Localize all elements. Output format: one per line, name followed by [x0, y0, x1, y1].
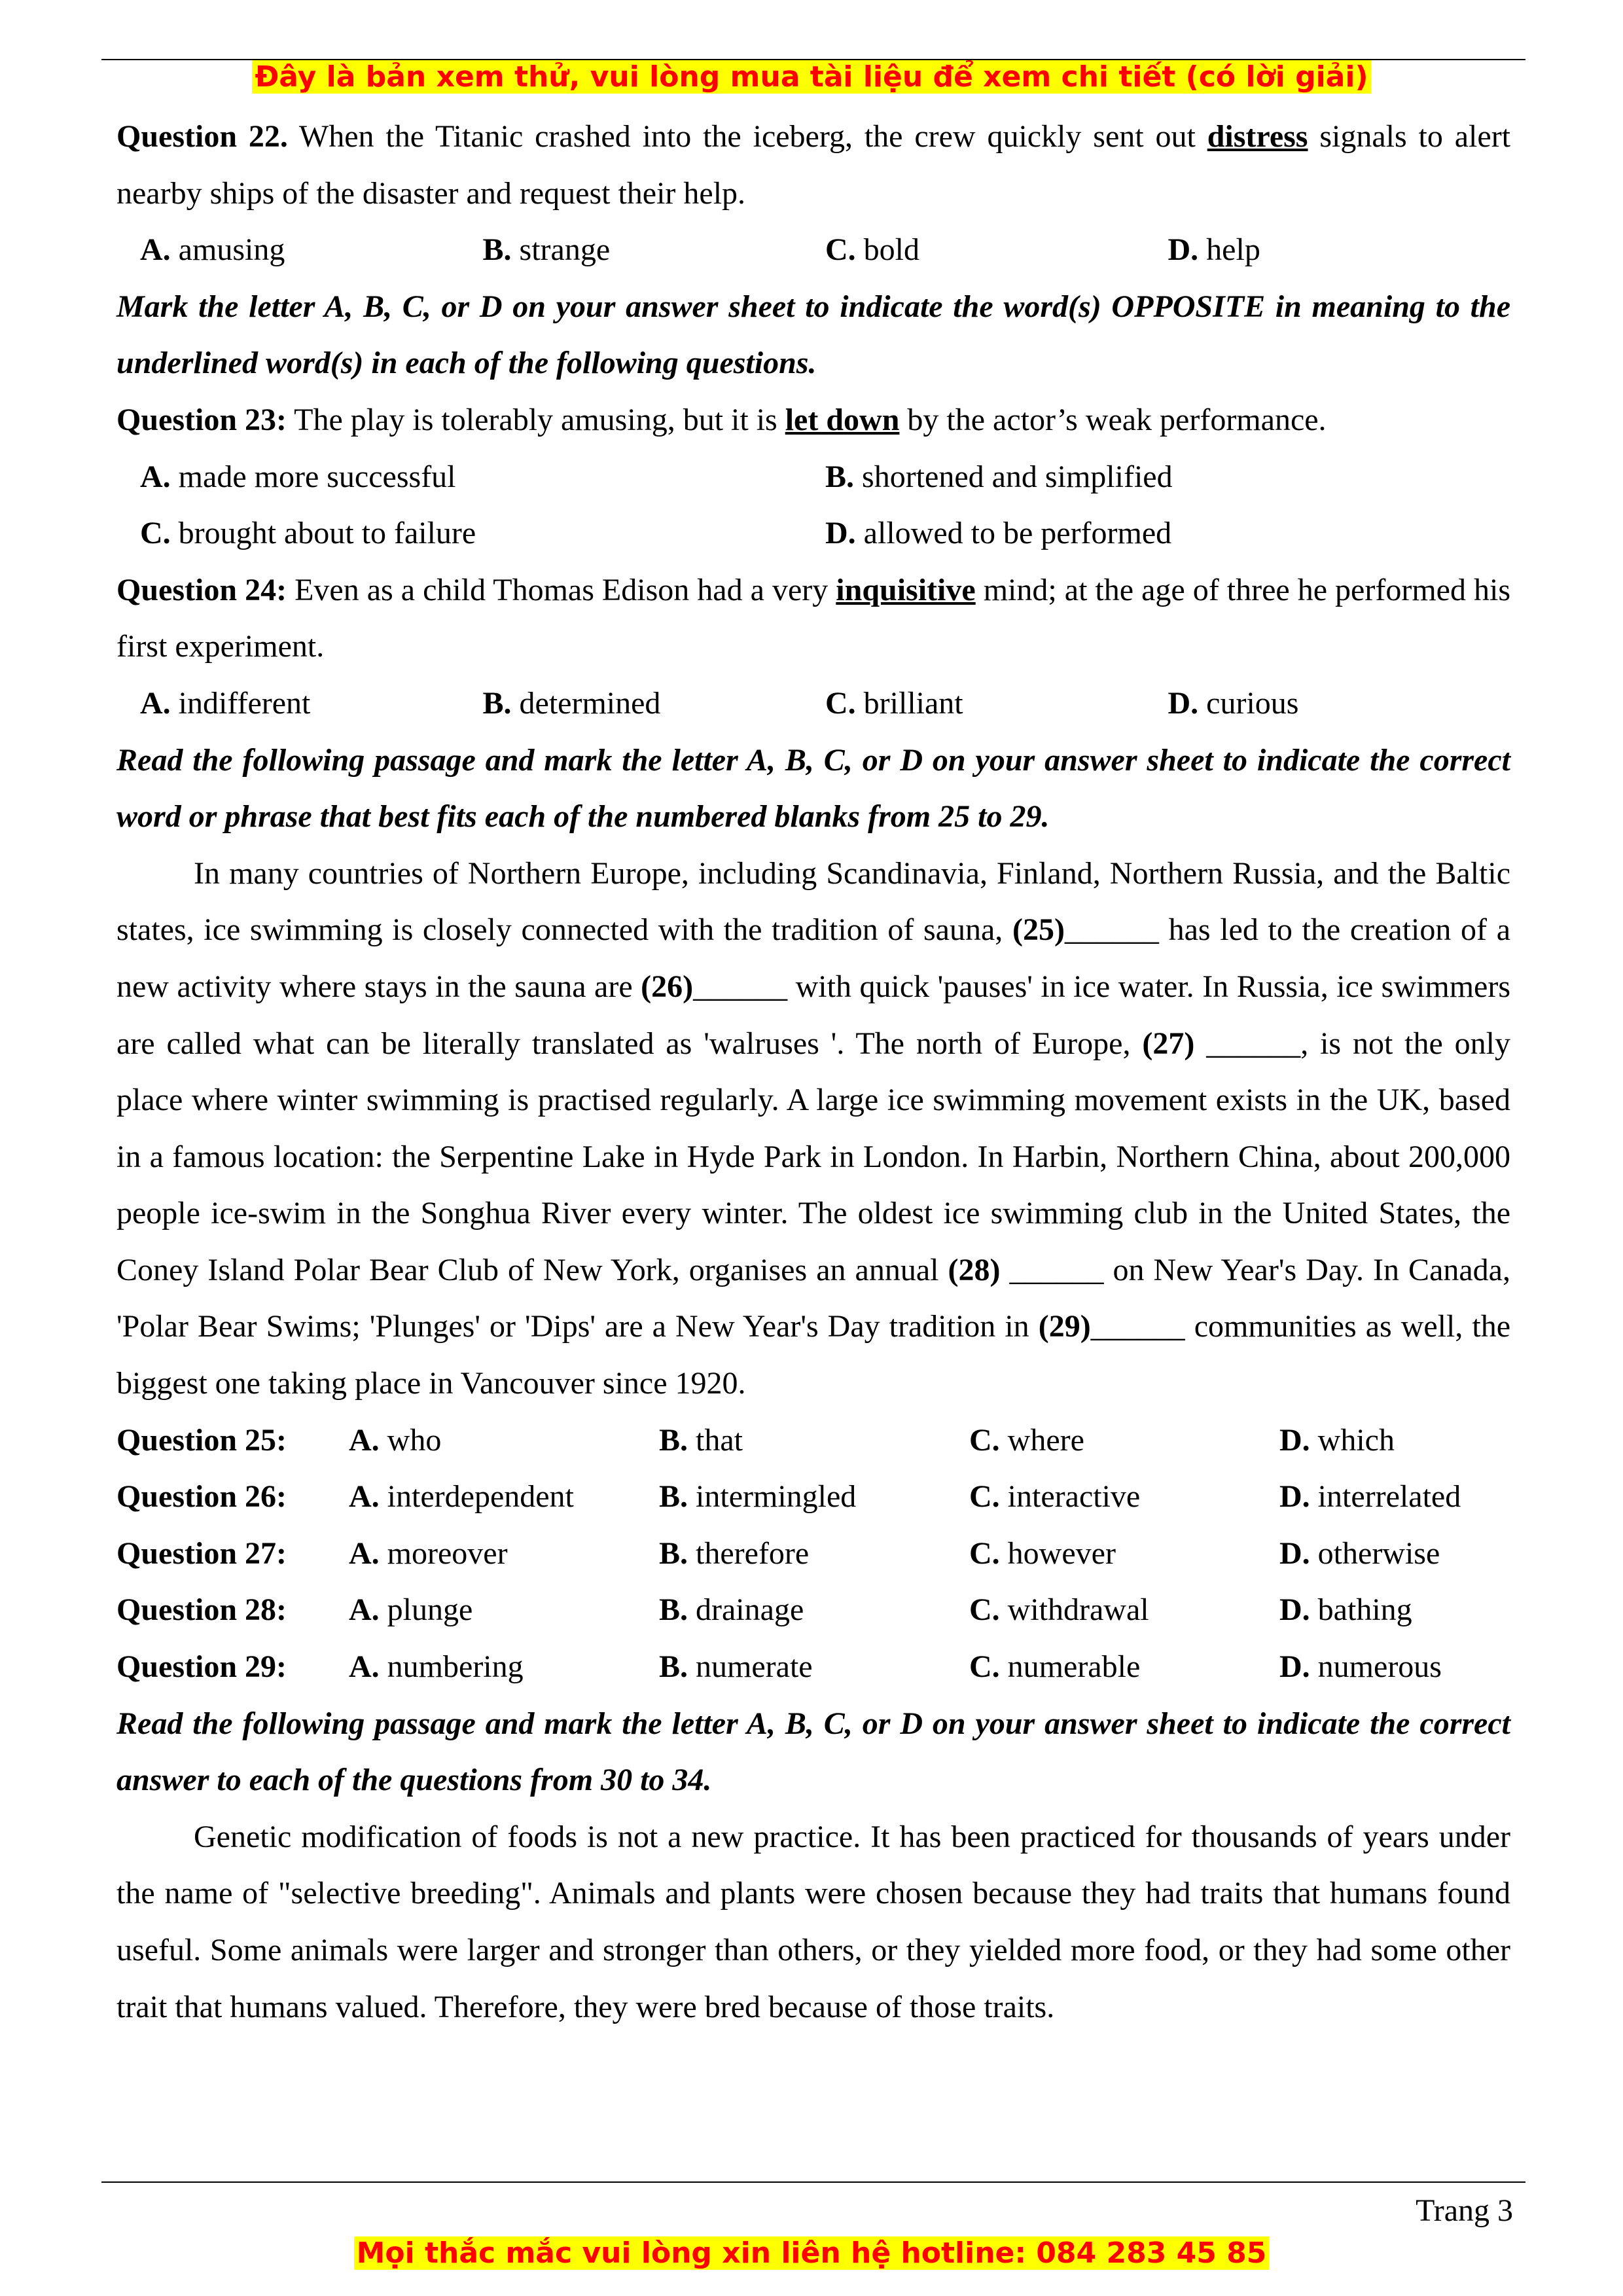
option-b: B. therefore — [659, 1535, 810, 1571]
option-c: C. interactive — [969, 1479, 1141, 1515]
blank-29: (29) — [1038, 1309, 1091, 1344]
option-a: A. who — [349, 1422, 442, 1458]
hotline-banner: Mọi thắc mắc vui lòng xin liên hệ hotline: 084 283 45 85 — [0, 2235, 1623, 2272]
option-c: C. however — [969, 1535, 1116, 1571]
option-a: A. interdependent — [349, 1479, 574, 1515]
question-26-row — [116, 1469, 1510, 1526]
question-label: Question 23: — [116, 402, 287, 437]
option-c: C. numerable — [969, 1649, 1141, 1685]
blank-27: (27) — [1142, 1026, 1195, 1061]
option-b: B. shortened and simplified — [825, 459, 1173, 494]
option-d: D. bathing — [1279, 1592, 1412, 1628]
question-24-options — [116, 675, 1510, 732]
option-c: C. brought about to failure — [140, 516, 476, 551]
question-label: Question 26: — [116, 1479, 287, 1515]
question-23-options-row-1 — [116, 449, 1510, 506]
option-a: A. amusing — [140, 232, 285, 268]
option-a: A. numbering — [349, 1649, 524, 1685]
option-d: D. which — [1279, 1422, 1395, 1458]
option-d: D. curious — [1168, 685, 1299, 721]
option-d: D. allowed to be performed — [825, 516, 1172, 551]
option-b: B. determined — [482, 685, 661, 721]
blank-25: (25) — [1012, 912, 1065, 948]
option-d: D. numerous — [1279, 1649, 1442, 1685]
underlined-word: inquisitive — [836, 572, 976, 607]
option-b: B. drainage — [659, 1592, 804, 1628]
question-25-row — [116, 1412, 1510, 1469]
question-28-row — [116, 1582, 1510, 1639]
instruction-opposite: Mark the letter A, B, C, or D on your answer sheet to indicate the word(s) OPPOSITE in meaning to the underlined word(s) in each of the following questions. — [116, 289, 1510, 381]
blank-28: (28) — [948, 1252, 1001, 1287]
question-label: Question 24: — [116, 572, 287, 607]
option-a: A. indifferent — [140, 685, 311, 721]
page-content — [116, 109, 1510, 2036]
question-27-row — [116, 1526, 1510, 1583]
reading-passage: Genetic modification of foods is not a new practice. It has been practiced for thousands of years under the name of "selective breeding". Animals and plants were chosen because they had traits that humans found useful. Some animals were larger and stronger than others, or they yielded more food, or they had some other trait that humans valued. Therefore, they were bred because of those traits. — [116, 1819, 1510, 2024]
option-c: C. brilliant — [825, 685, 963, 721]
question-label: Question 28: — [116, 1592, 287, 1628]
option-c: C. bold — [825, 232, 920, 268]
question-label: Question 27: — [116, 1535, 287, 1571]
question-24: Question 24: Even as a child Thomas Edison had a very inquisitive mind; at the age of three he performed his first experiment. — [116, 572, 1511, 664]
question-22: Question 22. When the Titanic crashed into the iceberg, the crew quickly sent out distress signals to alert nearby ships of the disaster and request their help. — [116, 119, 1511, 211]
option-a: A. made more successful — [140, 459, 456, 494]
option-d: D. help — [1168, 232, 1260, 268]
question-label: Question 29: — [116, 1649, 287, 1685]
underlined-word: let down — [785, 402, 900, 437]
instruction-cloze: Read the following passage and mark the letter A, B, C, or D on your answer sheet to indicate the correct word or phrase that best fits each of the numbered blanks from 25 to 29. — [116, 742, 1510, 834]
question-23-options-row-2 — [116, 505, 1510, 562]
option-d: D. interrelated — [1279, 1479, 1461, 1515]
question-29-row — [116, 1639, 1510, 1696]
cloze-passage: In many countries of Northern Europe, including Scandinavia, Finland, Northern Russia, and the Baltic states, ice swimming is closely connected with the tradition of sauna, (25)______ has led to the creation of a new activity where stays in the sauna are (26)______ with quick 'pauses' in ice water. In Russia, ice swimmers are called what can be literally translated as 'walruses '. The north of Europe, (27) ______, is not the only place where winter swimming is practised regularly. A large ice swimming movement exists in the UK, based in a famous location: the Serpentine Lake in Hyde Park in London. In Harbin, Northern China, about 200,000 people ice-swim in the Songhua River every winter. The oldest ice swimming club in the United States, the Coney Island Polar Bear Club of New York, organises an annual (28) ______ on New Year's Day. In Canada, 'Polar Bear Swims; 'Plunges' or 'Dips' are a New Year's Day tradition in (29)______ communities as well, the biggest one taking place in Vancouver since 1920. — [116, 855, 1511, 1401]
question-23: Question 23: The play is tolerably amusing, but it is let down by the actor’s weak performance. — [116, 402, 1327, 437]
option-b: B. that — [659, 1422, 743, 1458]
question-label: Question 25: — [116, 1422, 287, 1458]
option-a: A. moreover — [349, 1535, 508, 1571]
option-d: D. otherwise — [1279, 1535, 1440, 1571]
instruction-reading: Read the following passage and mark the letter A, B, C, or D on your answer sheet to indicate the correct answer to each of the questions from 30 to 34. — [116, 1706, 1510, 1798]
option-c: C. withdrawal — [969, 1592, 1149, 1628]
option-c: C. where — [969, 1422, 1084, 1458]
page-number: Trang 3 — [1416, 2193, 1513, 2228]
question-label: Question 22. — [116, 119, 288, 154]
option-b: B. strange — [482, 232, 611, 268]
underlined-word: distress — [1207, 119, 1308, 154]
question-22-options — [116, 222, 1510, 279]
option-a: A. plunge — [349, 1592, 473, 1628]
preview-banner: Đây là bản xem thử, vui lòng mua tài liệu để xem chi tiết (có lời giải) — [0, 59, 1623, 96]
option-b: B. numerate — [659, 1649, 813, 1685]
option-b: B. intermingled — [659, 1479, 857, 1515]
footer-rule — [101, 2181, 1525, 2183]
blank-26: (26) — [641, 969, 694, 1004]
